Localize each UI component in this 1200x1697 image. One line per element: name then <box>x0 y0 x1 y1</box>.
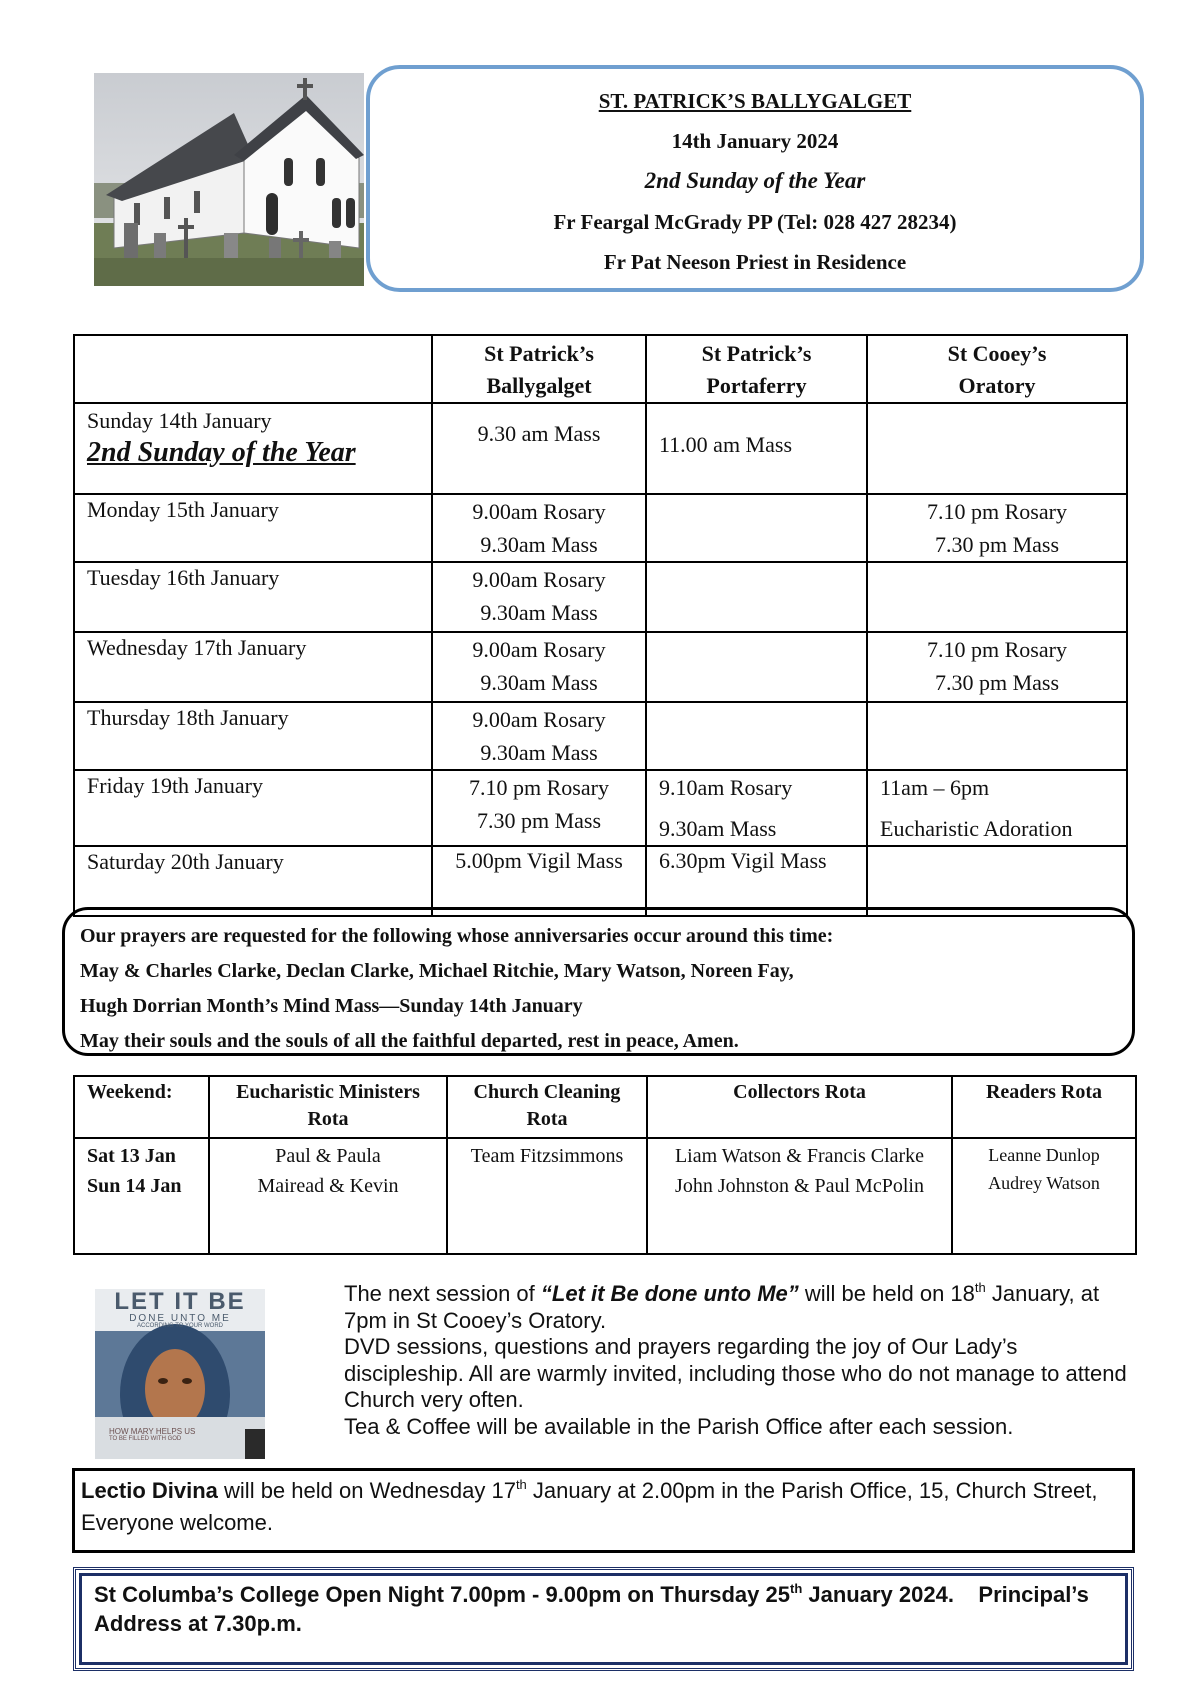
rota-header-row <box>74 1076 1136 1138</box>
time-cell <box>646 846 867 916</box>
dvd-cover-image <box>95 1289 265 1459</box>
service-time: 9.00am Rosary <box>472 499 606 524</box>
service-time: 11am – 6pm <box>880 775 990 800</box>
lectio-divina-notice <box>72 1468 1135 1553</box>
rota-entry: Paul & Paula <box>275 1145 381 1167</box>
time-cell <box>432 632 646 702</box>
college-open-night-notice <box>73 1567 1134 1671</box>
rota-header-ministers <box>209 1076 447 1138</box>
time-cell <box>867 846 1127 916</box>
book-footer: TO BE FILLED WITH GOD <box>109 1436 182 1442</box>
day-cell <box>74 403 432 494</box>
service-time: 9.30am Mass <box>480 532 598 557</box>
day-cell <box>74 846 432 916</box>
table-row <box>74 702 1127 770</box>
service-time: 9.00am Rosary <box>472 637 606 662</box>
time-cell <box>646 770 867 846</box>
time-cell <box>646 562 867 632</box>
column-header-portaferry <box>646 335 867 403</box>
book-tagline: ACCORDING TO YOUR WORD <box>136 1323 223 1329</box>
time-cell <box>867 562 1127 632</box>
time-cell <box>867 702 1127 770</box>
day-cell <box>74 632 432 702</box>
anniversaries-closing: May their souls and the souls of all the faithful departed, rest in peace, Amen. <box>80 1030 739 1052</box>
time-cell <box>867 770 1127 846</box>
anniversaries-names: May & Charles Clarke, Declan Clarke, Michael Ritchie, Mary Watson, Noreen Fay, <box>80 960 794 982</box>
header-box <box>366 65 1144 292</box>
rota-entry: Leanne Dunlop <box>988 1145 1100 1165</box>
table-row <box>74 403 1127 494</box>
time-cell <box>432 562 646 632</box>
rota-header-line: Church Cleaning <box>473 1081 621 1103</box>
service-time: 7.30 pm Mass <box>934 670 1060 695</box>
schedule-header-row <box>74 335 1127 403</box>
anniversaries-names: Hugh Dorrian Month’s Mind Mass—Sunday 14th January <box>80 995 583 1017</box>
table-row <box>74 494 1127 562</box>
text-span: January 2024. Principal’s Address at 7.30p.m. <box>94 1582 1095 1636</box>
day-label: Monday 15th January <box>87 497 279 522</box>
rota-header-line: Rota <box>307 1108 349 1130</box>
text-span: January at 2.00pm in the Parish Office, 15, Church Street, Everyone welcome. <box>81 1478 1098 1535</box>
time-cell <box>646 632 867 702</box>
time-cell <box>432 702 646 770</box>
sunday-subtitle: 2nd Sunday of the Year <box>87 437 356 468</box>
rota-entry: John Johnston & Paul McPolin <box>675 1175 924 1197</box>
rota-ministers <box>209 1138 447 1254</box>
table-row <box>74 1138 1136 1254</box>
day-label: Thursday 18th January <box>87 705 289 730</box>
text-span: St Columba’s College Open Night 7.00pm - 9.00pm on Thursday 25 <box>94 1582 790 1607</box>
column-header-line: St Cooey’s <box>947 341 1047 366</box>
day-label: Tuesday 16th January <box>87 565 280 590</box>
time-cell <box>432 770 646 846</box>
bulletin-date: 14th January 2024 <box>671 129 839 153</box>
service-time: Eucharistic Adoration <box>880 816 1073 841</box>
rota-header-cleaning <box>447 1076 647 1138</box>
dvd-title: “Let it Be done unto Me” <box>540 1281 799 1306</box>
day-label: Saturday 20th January <box>87 849 284 874</box>
time-cell <box>432 846 646 916</box>
service-time: 11.00 am Mass <box>659 432 793 457</box>
lectio-title: Lectio Divina <box>81 1478 218 1503</box>
rota-header-line: Rota <box>526 1108 568 1130</box>
service-time: 9.10am Rosary <box>659 775 793 800</box>
time-cell <box>646 702 867 770</box>
parish-priest: Fr Feargal McGrady PP (Tel: 028 427 28234) <box>553 210 957 234</box>
table-row <box>74 770 1127 846</box>
rota-entry: Liam Watson & Francis Clarke <box>674 1145 925 1167</box>
day-cell <box>74 770 432 846</box>
rota-collectors <box>647 1138 952 1254</box>
rota-header-readers: Readers Rota <box>952 1076 1136 1138</box>
schedule-header-blank <box>74 335 432 403</box>
text-span: January, at 7pm in St Cooey’s Oratory. <box>344 1281 1100 1333</box>
text-span: will be held on 18 <box>798 1281 975 1306</box>
column-header-oratory <box>867 335 1127 403</box>
column-header-line: Oratory <box>958 373 1036 398</box>
dvd-session-notice <box>344 1281 1134 1440</box>
service-time: 9.00am Rosary <box>472 707 606 732</box>
table-row <box>74 562 1127 632</box>
service-time: 7.10 pm Rosary <box>927 499 1067 524</box>
rota-dates <box>74 1138 209 1254</box>
dvd-paragraph-1 <box>344 1281 1134 1334</box>
book-footer: HOW MARY HELPS US <box>109 1427 196 1436</box>
day-label: Sunday 14th January <box>87 408 272 433</box>
day-label: Friday 19th January <box>87 773 263 798</box>
superscript: th <box>974 1280 986 1295</box>
time-cell <box>867 494 1127 562</box>
rota-table <box>73 1075 1137 1255</box>
column-header-line: Ballygalget <box>486 373 592 398</box>
parish-title: ST. PATRICK’S BALLYGALGET <box>598 89 912 113</box>
table-row <box>74 632 1127 702</box>
column-header-line: St Patrick’s <box>484 341 594 366</box>
time-cell <box>646 494 867 562</box>
service-time: 7.30 pm Mass <box>476 808 602 833</box>
service-time: 9.30am Mass <box>480 600 598 625</box>
text-span: The next session of <box>344 1281 541 1306</box>
time-cell <box>867 403 1127 494</box>
rota-entry: Audrey Watson <box>988 1173 1100 1193</box>
church-illustration <box>94 73 364 286</box>
book-subtitle: DONE UNTO ME <box>129 1313 231 1324</box>
time-cell <box>432 403 646 494</box>
priest-in-residence: Fr Pat Neeson Priest in Residence <box>603 250 907 274</box>
service-time: 6.30pm Vigil Mass <box>659 848 827 873</box>
day-cell <box>74 494 432 562</box>
rota-header-weekend: Weekend: <box>74 1076 209 1138</box>
dvd-paragraph-3: Tea & Coffee will be available in the Parish Office after each session. <box>344 1413 1014 1439</box>
column-header-ballygalget <box>432 335 646 403</box>
time-cell <box>432 494 646 562</box>
time-cell <box>646 403 867 494</box>
rota-readers <box>952 1138 1136 1254</box>
service-time: 9.30am Mass <box>480 740 598 765</box>
service-time: 7.10 pm Rosary <box>927 637 1067 662</box>
rota-entry: Team Fitzsimmons <box>470 1145 624 1167</box>
rota-date: Sat 13 Jan <box>87 1145 176 1167</box>
day-cell <box>74 702 432 770</box>
rota-entry: Mairead & Kevin <box>257 1175 399 1197</box>
column-header-line: Portaferry <box>706 373 807 398</box>
column-header-line: St Patrick’s <box>701 341 812 366</box>
service-time: 9.30am Mass <box>659 816 777 841</box>
rota-header-collectors: Collectors Rota <box>647 1076 952 1138</box>
dvd-paragraph-2: DVD sessions, questions and prayers regarding the joy of Our Lady’s discipleship. All are warmly invited, including those who do not manage to attend Church very often. <box>344 1334 1127 1412</box>
mass-schedule-table <box>73 334 1128 917</box>
time-cell <box>867 632 1127 702</box>
superscript: th <box>515 1477 527 1492</box>
rota-cleaning <box>447 1138 647 1254</box>
table-row <box>74 846 1127 916</box>
service-time: 9.00am Rosary <box>472 567 606 592</box>
day-label: Wednesday 17th January <box>87 635 307 660</box>
anniversaries-intro: Our prayers are requested for the following whose anniversaries occur around this time: <box>80 925 834 947</box>
book-title: LET IT BE <box>114 1289 246 1315</box>
church-photo <box>94 73 364 286</box>
rota-header-line: Eucharistic Ministers <box>236 1081 420 1103</box>
text-span: will be held on Wednesday 17 <box>217 1478 516 1503</box>
service-time: 9.30am Mass <box>480 670 598 695</box>
service-time: 7.10 pm Rosary <box>469 775 609 800</box>
superscript: th <box>790 1581 803 1596</box>
liturgical-sunday: 2nd Sunday of the Year <box>644 168 866 193</box>
rota-date: Sun 14 Jan <box>87 1175 182 1197</box>
day-cell <box>74 562 432 632</box>
service-time: 9.30 am Mass <box>477 421 601 446</box>
service-time: 7.30 pm Mass <box>934 532 1060 557</box>
anniversaries-box <box>62 907 1135 1056</box>
service-time: 5.00pm Vigil Mass <box>455 848 623 873</box>
